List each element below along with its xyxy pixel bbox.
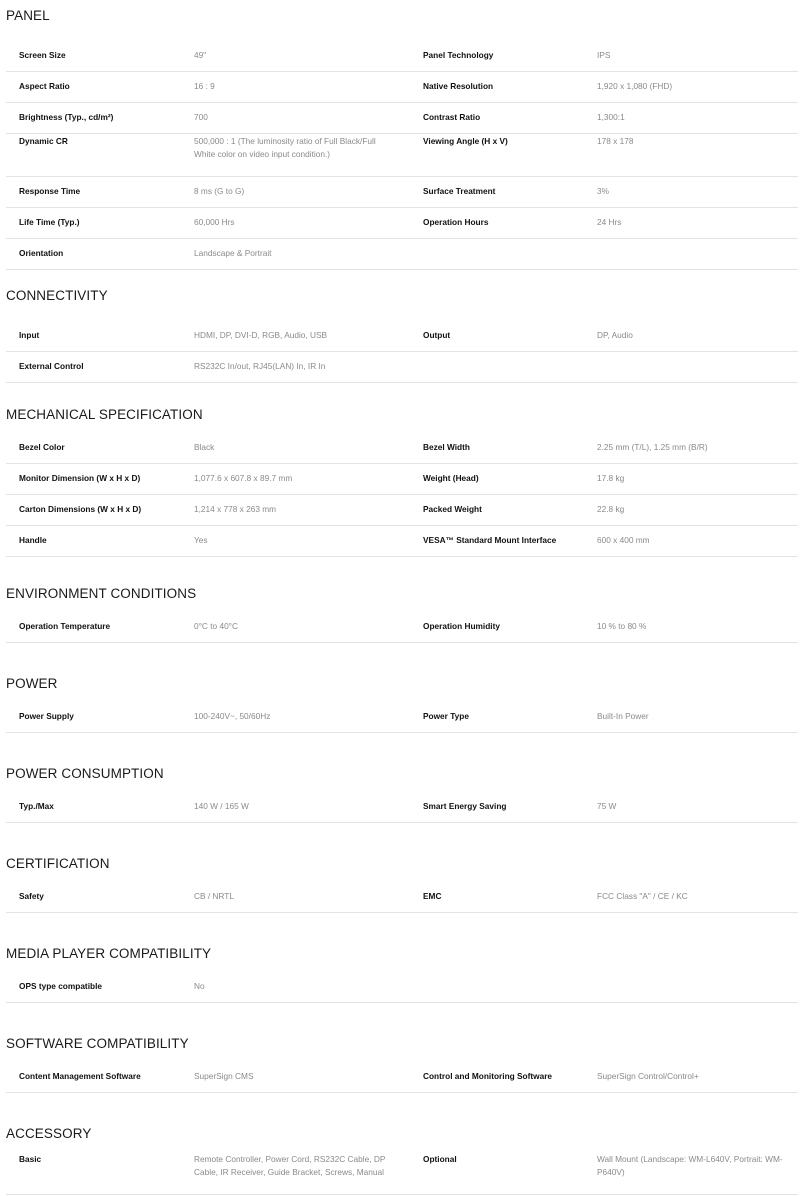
section-title: CONNECTIVITY bbox=[6, 288, 108, 303]
spec-value: 500,000 : 1 (The luminosity ratio of Full Black/Full White color on video input condition.) bbox=[194, 136, 376, 159]
spec-label: Orientation bbox=[19, 248, 64, 258]
spec-value: 1,300:1 bbox=[597, 112, 625, 122]
spec-label: Native Resolution bbox=[423, 81, 494, 91]
spec-value: 8 ms (G to G) bbox=[194, 186, 245, 196]
spec-label: External Control bbox=[19, 361, 84, 371]
spec-label: Panel Technology bbox=[423, 50, 494, 60]
spec-row bbox=[6, 433, 798, 464]
spec-row bbox=[6, 526, 798, 557]
spec-value: DP, Audio bbox=[597, 330, 633, 340]
spec-value: 10 % to 80 % bbox=[597, 621, 647, 631]
spec-label: Operation Humidity bbox=[423, 621, 500, 631]
spec-value: Built-In Power bbox=[597, 711, 649, 721]
spec-label: Monitor Dimension (W x H x D) bbox=[19, 473, 141, 483]
spec-label: OPS type compatible bbox=[19, 981, 102, 991]
spec-label: Carton Dimensions (W x H x D) bbox=[19, 504, 142, 514]
spec-label: Surface Treatment bbox=[423, 186, 496, 196]
spec-value: No bbox=[194, 981, 205, 991]
spec-label: Life Time (Typ.) bbox=[19, 217, 80, 227]
spec-value: 140 W / 165 W bbox=[194, 801, 249, 811]
spec-row bbox=[6, 41, 798, 72]
spec-row bbox=[6, 972, 798, 1003]
section-title: ACCESSORY bbox=[6, 1126, 92, 1141]
spec-label: Content Management Software bbox=[19, 1071, 141, 1081]
section-title: POWER bbox=[6, 676, 58, 691]
section-title: CERTIFICATION bbox=[6, 856, 110, 871]
spec-label: Weight (Head) bbox=[423, 473, 479, 483]
spec-table bbox=[6, 882, 798, 913]
spec-label: VESA™ Standard Mount Interface bbox=[423, 535, 557, 545]
spec-value: 2.25 mm (T/L), 1.25 mm (B/R) bbox=[597, 442, 708, 452]
section-title: SOFTWARE COMPATIBILITY bbox=[6, 1036, 189, 1051]
spec-row bbox=[6, 352, 798, 383]
spec-row bbox=[6, 792, 798, 823]
spec-label: Bezel Color bbox=[19, 442, 65, 452]
spec-value: SuperSign Control/Control+ bbox=[597, 1071, 699, 1081]
spec-value: SuperSign CMS bbox=[194, 1071, 254, 1081]
spec-label: Contrast Ratio bbox=[423, 112, 481, 122]
spec-row bbox=[6, 134, 798, 177]
spec-value: 100-240V~, 50/60Hz bbox=[194, 711, 271, 721]
spec-value: 700 bbox=[194, 112, 208, 122]
spec-value: RS232C In/out, RJ45(LAN) In, IR In bbox=[194, 361, 326, 371]
spec-label: Control and Monitoring Software bbox=[423, 1071, 553, 1081]
spec-value: 17.8 kg bbox=[597, 473, 625, 483]
spec-table bbox=[6, 792, 798, 823]
spec-table bbox=[6, 1062, 798, 1093]
spec-row bbox=[6, 321, 798, 352]
spec-row bbox=[6, 702, 798, 733]
spec-label: Dynamic CR bbox=[19, 136, 68, 146]
spec-value: 1,214 x 778 x 263 mm bbox=[194, 504, 277, 514]
spec-label: Brightness (Typ., cd/m²) bbox=[19, 112, 114, 122]
spec-label: Basic bbox=[19, 1154, 42, 1164]
spec-table bbox=[6, 702, 798, 733]
section-title: MEDIA PLAYER COMPATIBILITY bbox=[6, 946, 212, 961]
spec-label: Bezel Width bbox=[423, 442, 470, 452]
spec-label: Response Time bbox=[19, 186, 81, 196]
spec-row bbox=[6, 103, 798, 134]
spec-value: 600 x 400 mm bbox=[597, 535, 650, 545]
spec-label: Input bbox=[19, 330, 40, 340]
spec-label: Packed Weight bbox=[423, 504, 482, 514]
spec-value: CB / NRTL bbox=[194, 891, 234, 901]
spec-table bbox=[6, 321, 798, 383]
spec-table bbox=[6, 612, 798, 643]
section-title: ENVIRONMENT CONDITIONS bbox=[6, 586, 197, 601]
spec-row bbox=[6, 1152, 798, 1195]
spec-row bbox=[6, 177, 798, 208]
spec-value: HDMI, DP, DVI-D, RGB, Audio, USB bbox=[194, 330, 328, 340]
spec-label: Output bbox=[423, 330, 451, 340]
spec-row bbox=[6, 612, 798, 643]
spec-label: Viewing Angle (H x V) bbox=[423, 136, 508, 146]
spec-label: Safety bbox=[19, 891, 44, 901]
spec-value: 49" bbox=[194, 50, 207, 60]
spec-row bbox=[6, 239, 798, 270]
spec-value: 75 W bbox=[597, 801, 617, 811]
spec-row bbox=[6, 495, 798, 526]
spec-value: FCC Class "A" / CE / KC bbox=[597, 891, 688, 901]
spec-table bbox=[6, 972, 798, 1003]
section-title: POWER CONSUMPTION bbox=[6, 766, 164, 781]
spec-table bbox=[6, 1152, 798, 1195]
spec-value: 1,077.6 x 607.8 x 89.7 mm bbox=[194, 473, 293, 483]
spec-value: Landscape & Portrait bbox=[194, 248, 272, 258]
spec-label: EMC bbox=[423, 891, 442, 901]
spec-label: Screen Size bbox=[19, 50, 66, 60]
spec-value: 22.8 kg bbox=[597, 504, 625, 514]
spec-value: 178 x 178 bbox=[597, 136, 634, 146]
spec-table bbox=[6, 433, 798, 557]
spec-row bbox=[6, 464, 798, 495]
spec-label: Power Supply bbox=[19, 711, 74, 721]
section-title: PANEL bbox=[6, 8, 50, 23]
spec-value: 16 : 9 bbox=[194, 81, 215, 91]
spec-value: Black bbox=[194, 442, 215, 452]
spec-value: 60,000 Hrs bbox=[194, 217, 235, 227]
spec-value: 1,920 x 1,080 (FHD) bbox=[597, 81, 673, 91]
spec-value: 0°C to 40°C bbox=[194, 621, 238, 631]
spec-table bbox=[6, 41, 798, 270]
spec-row bbox=[6, 72, 798, 103]
spec-value: Remote Controller, Power Cord, RS232C Cable, DP Cable, IR Receiver, Guide Bracket, Screws, Manual bbox=[194, 1154, 386, 1177]
spec-value: 24 Hrs bbox=[597, 217, 622, 227]
spec-value: IPS bbox=[597, 50, 611, 60]
spec-label: Smart Energy Saving bbox=[423, 801, 507, 811]
spec-value: Wall Mount (Landscape: WM-L640V, Portrait: WM-P640V) bbox=[597, 1154, 783, 1177]
spec-label: Aspect Ratio bbox=[19, 81, 70, 91]
spec-label: Operation Hours bbox=[423, 217, 489, 227]
spec-label: Handle bbox=[19, 535, 47, 545]
spec-label: Typ./Max bbox=[19, 801, 54, 811]
section-title: MECHANICAL SPECIFICATION bbox=[6, 407, 203, 422]
spec-value: Yes bbox=[194, 535, 208, 545]
spec-row bbox=[6, 208, 798, 239]
spec-row bbox=[6, 1062, 798, 1093]
spec-value: 3% bbox=[597, 186, 609, 196]
spec-row bbox=[6, 882, 798, 913]
spec-label: Operation Temperature bbox=[19, 621, 111, 631]
spec-label: Optional bbox=[423, 1154, 457, 1164]
spec-label: Power Type bbox=[423, 711, 469, 721]
